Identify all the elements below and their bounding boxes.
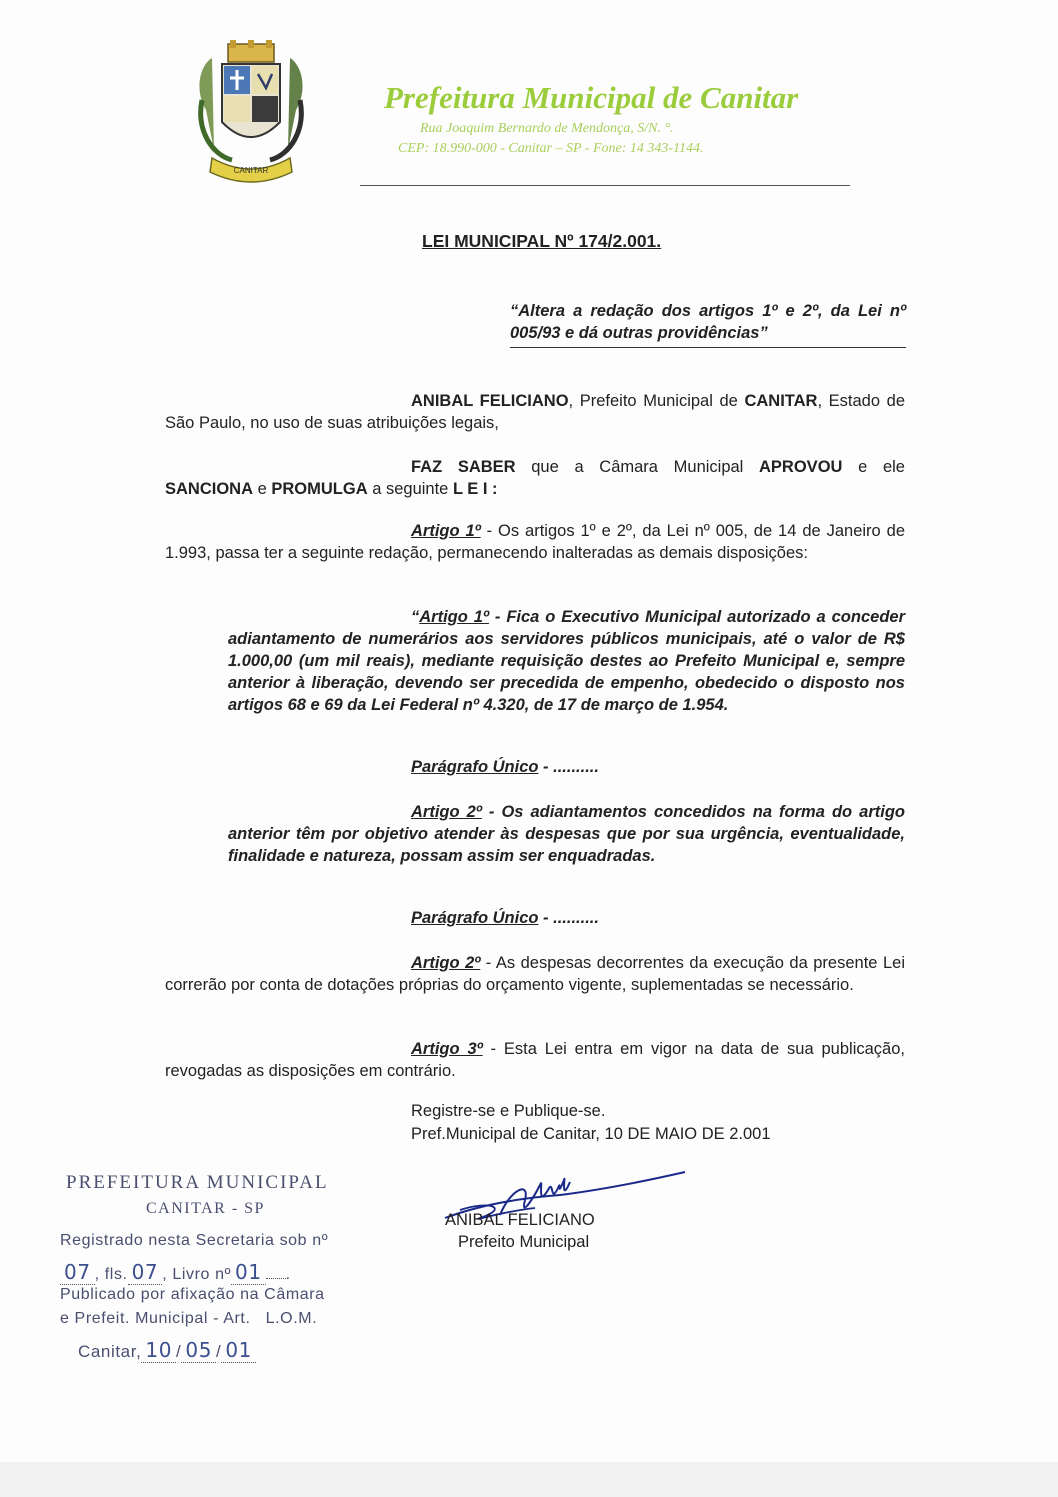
stamp-line-5: Publicado por afixação na Câmara — [60, 1286, 325, 1303]
closing-date: Pref.Municipal de Canitar, 10 DE MAIO DE 2.001 — [411, 1125, 771, 1143]
stamp-line-6: e Prefeit. Municipal - Art. L.O.M. — [60, 1310, 318, 1327]
signatory-role: Prefeito Municipal — [458, 1233, 590, 1251]
article-1-label: Artigo 1º — [411, 522, 481, 540]
stamp-date-line: Canitar, 10 / 05 / 01 — [78, 1338, 256, 1362]
law-title: LEI MUNICIPAL Nº 174/2.001. — [422, 231, 662, 251]
stamp-livro-number: 01 — [231, 1260, 266, 1285]
article-1: Artigo 1º - Os artigos 1º e 2º, da Lei nº 005, de 14 de Janeiro de 1.993, passa ter a seguinte redação, permanecendo inalteradas as demais disposições: — [165, 522, 905, 562]
article-3: Artigo 3º - Esta Lei entra em vigor na data de sua publicação, revogadas as disposições em contrário. — [165, 1040, 905, 1080]
preamble: ANIBAL FELICIANO, Prefeito Municipal de CANITAR, Estado de São Paulo, no uso de suas atribuições legais, — [165, 392, 905, 432]
paragrafo-unico-2: Parágrafo Único - .......... — [411, 909, 599, 927]
stamp-date-day: 10 — [141, 1338, 176, 1363]
header-cep: CEP: 18.990-000 - Canitar – SP - Fone: 14 343-1144. — [398, 141, 704, 156]
quoted-article-2: Artigo 2º - Os adiantamentos concedidos na forma do artigo anterior têm por objetivo atender às despesas que por sua urgência, eventualidade, finalidade e natureza, possam assim ser enquadradas. — [228, 803, 905, 865]
quoted-article-1: “Artigo 1º - Fica o Executivo Municipal autorizado a conceder adiantamento de numerários aos servidores públicos municipais, até o valor de R$ 1.000,00 (um mil reais), mediante requisição destes ao Prefeito Municipal e, sempre anterior à liberação, devendo ser precedida de empenho, obedecido o disposto nos artigos 68 e 69 da Lei Federal nº 4.320, de 17 de março de 1.954. — [228, 608, 905, 714]
paragrafo-unico-1: Parágrafo Único - .......... — [411, 758, 599, 776]
stamp-fls-number: 07 — [128, 1260, 163, 1285]
stamp-line-3: Registrado nesta Secretaria sob nº — [60, 1232, 329, 1249]
mayor-name: ANIBAL FELICIANO — [411, 392, 569, 410]
page-bottom-band — [0, 1462, 1058, 1497]
coat-of-arms-icon — [192, 40, 310, 190]
stamp-line-4: 07 , fls. 07 , Livro nº 01 . — [60, 1260, 291, 1284]
header-divider — [360, 185, 850, 186]
stamp-date-month: 05 — [181, 1338, 216, 1363]
header-title: Prefeitura Municipal de Canitar — [384, 80, 799, 115]
stamp-line-2: CANITAR - SP — [146, 1200, 265, 1217]
stamp-line-1: PREFEITURA MUNICIPAL — [66, 1172, 329, 1193]
signatory-name: ANIBAL FELICIANO — [445, 1211, 595, 1229]
article-2: Artigo 2º - As despesas decorrentes da execução da presente Lei correrão por conta de dotações próprias do orçamento vigente, suplementadas se necessário. — [165, 954, 905, 994]
faz-saber-paragraph: FAZ SABER que a Câmara Municipal APROVOU e ele SANCIONA e PROMULGA a seguinte L E I : — [165, 458, 905, 498]
stamp-reg-number: 07 — [60, 1260, 95, 1285]
crest-label: CANITAR — [233, 166, 269, 175]
header-address: Rua Joaquim Bernardo de Mendonça, S/N. °. — [420, 121, 674, 136]
closing-registre: Registre-se e Publique-se. — [411, 1102, 606, 1120]
law-ementa: “Altera a redação dos artigos 1º e 2º, da Lei nº 005/93 e dá outras providências” — [510, 300, 906, 348]
stamp-date-year: 01 — [221, 1338, 256, 1363]
